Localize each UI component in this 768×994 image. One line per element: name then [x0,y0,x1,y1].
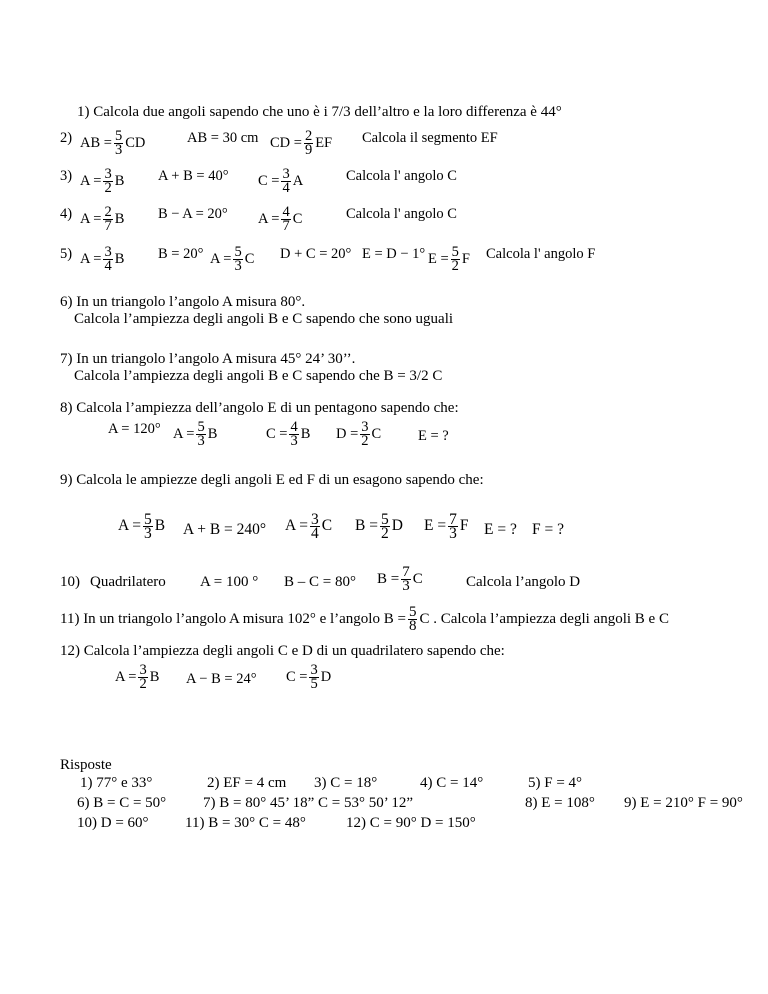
answers-title: Risposte [60,757,112,773]
exercise-7: 7) In un triangolo l’angolo A misura 45° 24’ 30’’. Calcola l’ampiezza degli angoli B e C sapendo che B = 3/2 C [60,351,443,384]
exercise-6: 6) In un triangolo l’angolo A misura 80°. Calcola l’ampiezza degli angoli B e C sapendo che sono uguali [60,294,454,327]
exercise-1: 1) Calcola due angoli sapendo che uno è i 7/3 dell’altro e la loro differenza è 44° [77,104,562,120]
document-page: 1) Calcola due angoli sapendo che uno è i 7/3 dell’altro e la loro differenza è 44° 2) AB = $\frac{5}{3}$ CD AB = 30 cm CD = $\frac{2}{9}$ EF Calcola il segmento EF 3) A = $\frac{3}{2}$ B A + B = 40° C = $\frac{3}{4}$ A Calcola l' angolo C 4) A = $\frac{2}{7}$ B B − A = 20° A = $\frac{4}{7}$ C Calcola l' angolo C 5) A = $\frac{3}{4}$ B B = 20° A = $\frac{5}{3}$ C D + C = 20° E = D − 1° E = $\frac{5}{2}$ F Calcola l' angolo F 6) In un triangolo l’angolo A misura 80°. Calcola l’ampiezza degli angoli B e C sapendo che sono uguali 7) In un triangolo l’angolo A misura 45° 24’ 30’’. Calcola l’ampiezza degli angoli B e C sapendo che B = 3/2 C 8) Calcola l’ampiezza dell’angolo E di un pentagono sapendo che: A = 120° A = $\frac{5}{3}$ B C = $\frac{4}{3}$ B D = $\frac{3}{2}$ C E = ? 9) Calcola le ampiezze degli angoli E ed F di un esagono sapendo che: A = $\frac{5}{3}$ B A + B = 240° A = $\frac{3}{4}$ C B = $\frac{5}{2}$ D E = $\frac{7}{3}$ F E = ? F = ? 10) Quadrilatero A = 100 ° B – C = 80° B = $\frac{7}{3}$ C Calcola l’angolo D 11) In un triangolo l’angolo A misura 102° e l’angolo B = $\frac{5}{8}$ C . Calcola l’ampiezza degli angoli B e C 12) Calcola l’ampiezza degli angoli C e D di un quadrilatero sapendo che: A = $\frac{3}{2}$ B A − B = 24° C = $\frac{3}{5}$ D Risposte 1) 77° e 33° 2) EF = 4 cm 3) C = 18° 4) C = 14° 5) F = 4° 6) B = C = 50° 7) B = 80° 45’ 18” C = 53° 50’ 12” 8) E = 108° 9) E = 210° F = 90° 10) D = 60° 11) B = 30° C = 48° 12) C = 90° D = 150° [60,104,743,831]
exercise-11: 11) In un triangolo l’angolo A misura 102° e l’angolo B = $\frac{5}{8}$ C . Calcola l’ampiezza degli angoli B e C [60,604,669,634]
